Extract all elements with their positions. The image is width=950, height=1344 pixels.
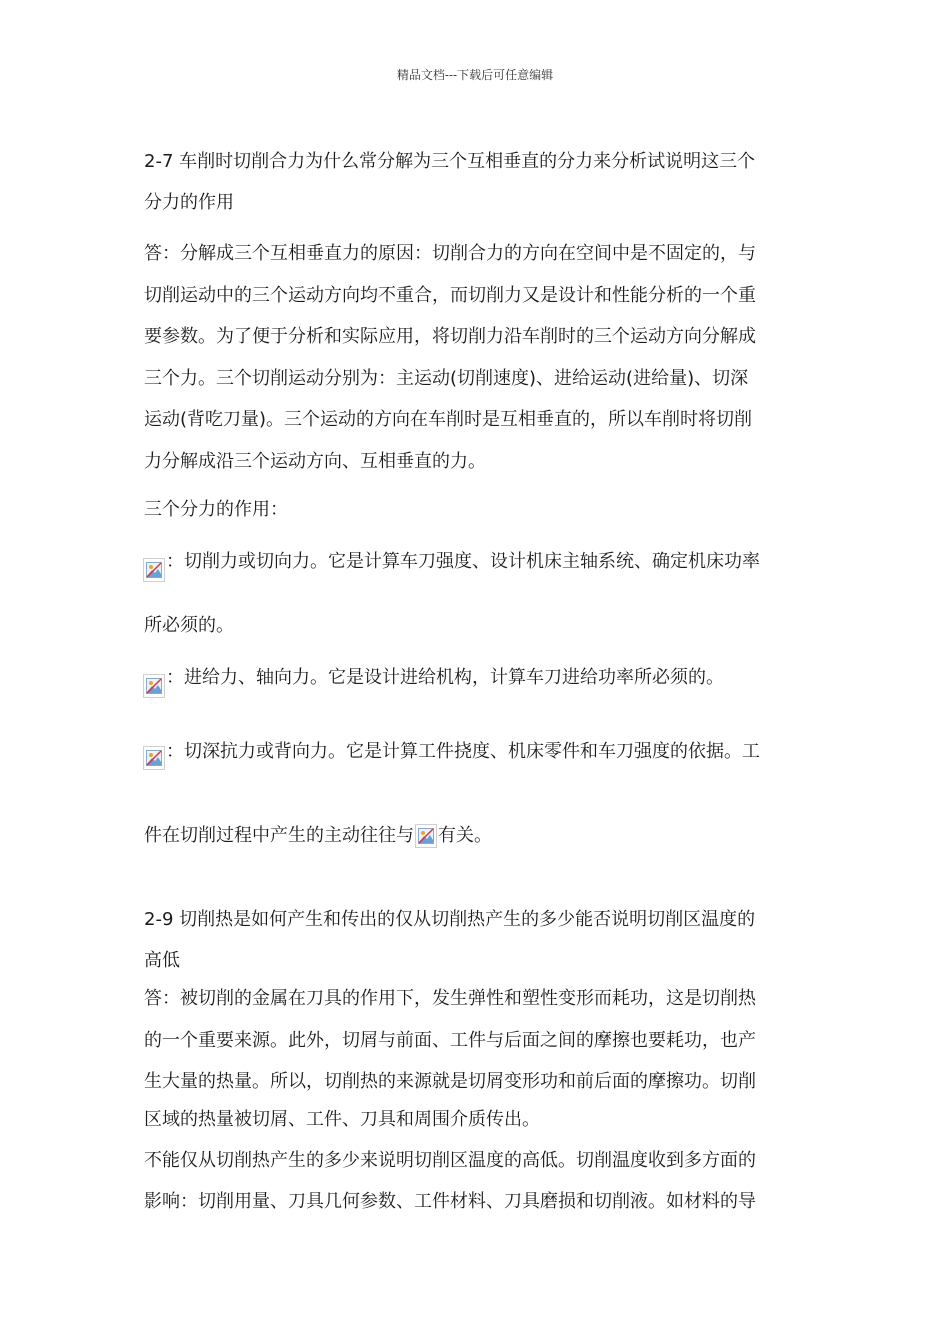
question-2-9-line2: 高低 [144, 950, 180, 971]
question-2-7-line1: 2-7 车削时切削合力为什么常分解为三个互相垂直的分力来分析试说明这三个 [144, 151, 756, 172]
roles-title: 三个分力的作用： [144, 499, 288, 520]
answer-line: 答：分解成三个互相垂直力的原因：切削合力的方向在空间中是不固定的，与 [144, 243, 756, 264]
force-1-desc-line2: 所必须的。 [144, 615, 234, 636]
force-3-desc-line2 [144, 824, 492, 848]
force-1-desc-line1: ：切削力或切向力。它是计算车刀强度、设计机床主轴系统、确定机床功率 [166, 551, 760, 572]
answer-line: 区域的热量被切屑、工件、刀具和周围介质传出。 [144, 1109, 540, 1130]
broken-image-icon [143, 558, 165, 582]
broken-image-icon [143, 674, 165, 698]
page-header: 精品文档---下载后可任意编辑 [396, 68, 554, 82]
answer-line: 力分解成沿三个运动方向、互相垂直的力。 [144, 451, 486, 472]
answer-line: 不能仅从切削热产生的多少来说明切削区温度的高低。切削温度收到多方面的 [144, 1150, 756, 1171]
answer-line: 影响：切削用量、刀具几何参数、工件材料、刀具磨损和切削液。如材料的导 [144, 1191, 756, 1212]
answer-line: 要参数。为了便于分析和实际应用，将切削力沿车削时的三个运动方向分解成 [144, 326, 756, 347]
force-2-desc: ：进给力、轴向力。它是设计进给机构，计算车刀进给功率所必须的。 [166, 667, 724, 688]
broken-image-icon [143, 746, 165, 770]
answer-line: 运动(背吃刀量)。三个运动的方向在车削时是互相垂直的，所以车削时将切削 [144, 409, 753, 430]
answer-line: 生大量的热量。所以，切削热的来源就是切屑变形功和前后面的摩擦功。切削 [144, 1071, 756, 1092]
broken-image-icon [415, 824, 437, 848]
answer-line: 的一个重要来源。此外，切屑与前面、工件与后面之间的摩擦也要耗功，也产 [144, 1030, 756, 1051]
answer-line: 三个力。三个切削运动分别为：主运动(切削速度)、进给运动(进给量)、切深 [144, 368, 749, 389]
force-3-desc-line1: ：切深抗力或背向力。它是计算工件挠度、机床零件和车刀强度的依据。工 [166, 741, 760, 762]
force-3-desc-post: 有关。 [438, 825, 492, 846]
force-3-desc-pre: 件在切削过程中产生的主动往往与 [144, 825, 414, 846]
question-2-9-line1: 2-9 切削热是如何产生和传出的仅从切削热产生的多少能否说明切削区温度的 [144, 909, 756, 930]
answer-line: 切削运动中的三个运动方向均不重合，而切削力又是设计和性能分析的一个重 [144, 285, 756, 306]
question-2-7-line2: 分力的作用 [144, 192, 234, 213]
answer-line: 答：被切削的金属在刀具的作用下，发生弹性和塑性变形而耗功，这是切削热 [144, 988, 756, 1009]
